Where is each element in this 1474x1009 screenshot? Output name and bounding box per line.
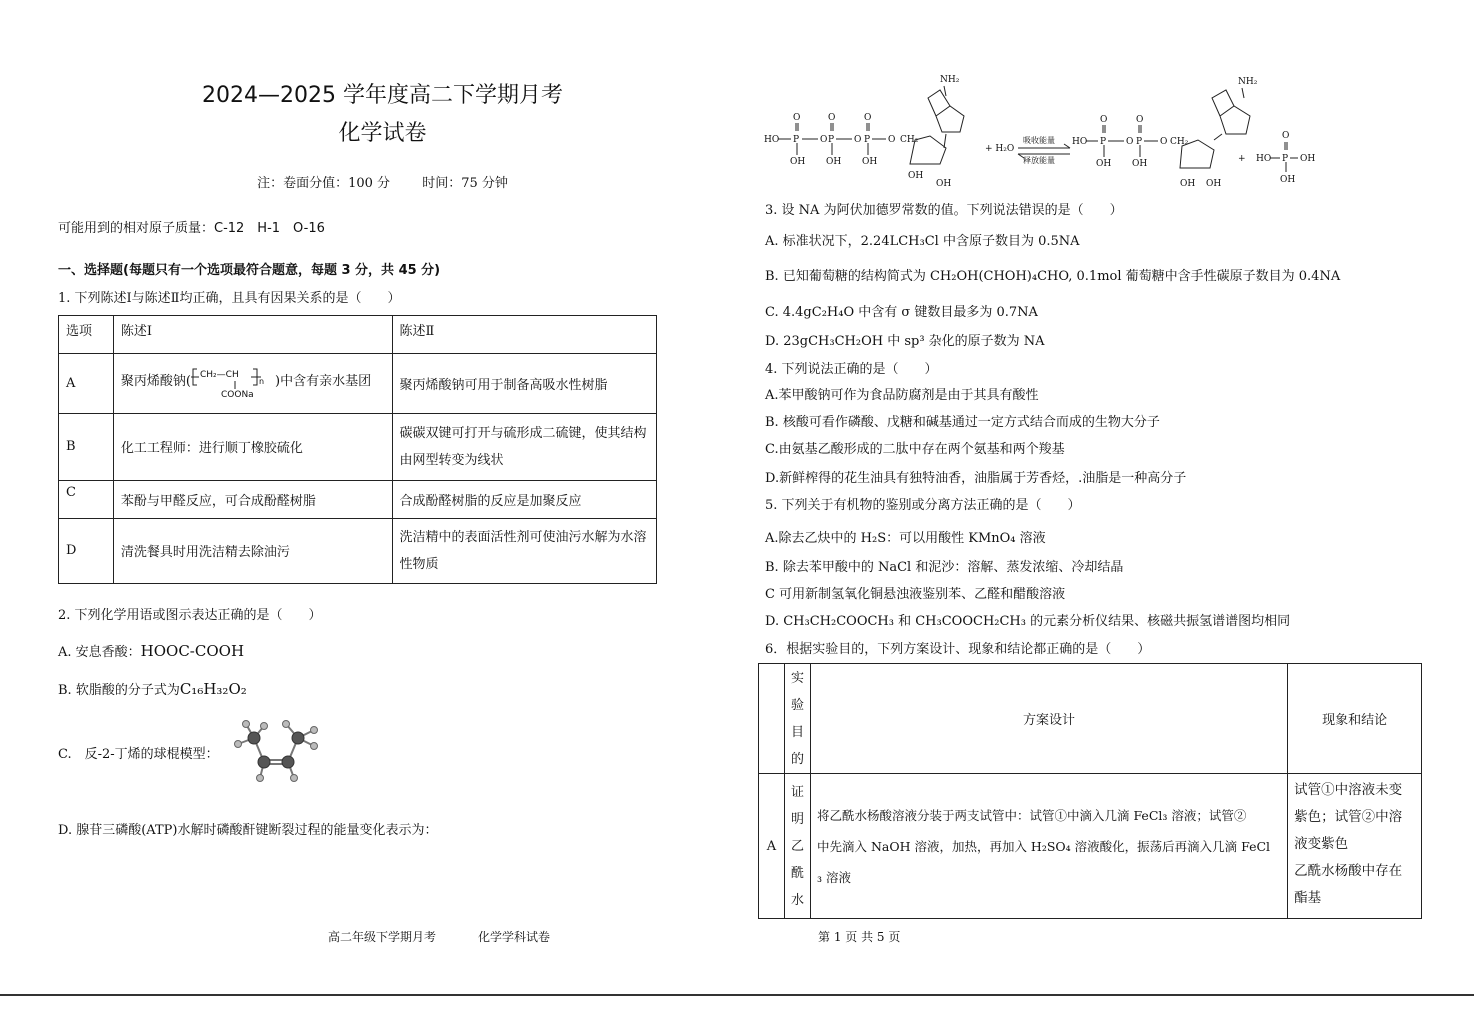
q5-option-d: D. CH₃CH₂COOCH₃ 和 CH₃COOCH₂CH₃ 的元素分析仪结果、核磁共振氢谱谱图均相同 — [765, 614, 1291, 629]
header-design: 方案设计 — [810, 664, 1287, 774]
svg-text:O: O — [1160, 137, 1168, 147]
svg-text:+ H₂O: + H₂O — [985, 144, 1015, 154]
svg-text:OH: OH — [1300, 154, 1316, 164]
svg-text:CH₂: CH₂ — [900, 135, 919, 145]
bottom-divider — [0, 994, 1474, 996]
svg-text:+: + — [1238, 154, 1246, 164]
svg-text:P: P — [1100, 137, 1107, 147]
header-purpose: 实 验 目 的 — [784, 664, 810, 774]
q6-table — [758, 663, 1422, 919]
q2-option-a: A. 安息香酸：HOOC-COOH — [58, 642, 245, 660]
svg-text:P: P — [828, 135, 835, 145]
svg-text:O: O — [828, 113, 836, 123]
option-cell: A — [59, 354, 114, 414]
footer-subject: 化学学科试卷 — [478, 930, 551, 944]
q2-option-b: B. 软脂酸的分子式为C₁₆H₃₂O₂ — [58, 680, 247, 698]
svg-text:OH: OH — [826, 157, 842, 167]
q2-stem: 2. 下列化学用语或图示表达正确的是（ ） — [58, 608, 322, 623]
q4-option-a: A.苯甲酸钠可作为食品防腐剂是由于其具有酸性 — [765, 388, 1039, 403]
atp-hydrolysis-diagram — [760, 68, 1320, 192]
svg-text:O: O — [1100, 115, 1108, 125]
svg-text:吸收能量: 吸收能量 — [1023, 136, 1055, 145]
polymer-structure: CH₂—CH n COONa — [191, 367, 275, 401]
svg-text:OH: OH — [1280, 175, 1296, 185]
svg-text:HO: HO — [764, 135, 780, 145]
q3-option-d: D. 23gCH₃CH₂OH 中 sp³ 杂化的原子数为 NA — [765, 334, 1045, 349]
blank-cell — [759, 664, 785, 774]
note-time: 时间：75 分钟 — [422, 176, 508, 191]
table-row — [59, 518, 657, 583]
q2-option-c: C. 反-2-丁烯的球棍模型： — [58, 747, 219, 762]
svg-text:O: O — [1136, 115, 1144, 125]
q4-stem: 4. 下列说法正确的是（ ） — [765, 362, 938, 377]
footer-grade: 高二年级下学期月考 — [328, 930, 437, 944]
q1-stem: 1. 下列陈述Ⅰ与陈述Ⅱ均正确，且具有因果关系的是（ ） — [58, 291, 401, 306]
q4-option-c: C.由氨基乙酸形成的二肽中存在两个氨基和两个羧基 — [765, 442, 1065, 457]
exam-note — [0, 172, 765, 191]
svg-text:NH₂: NH₂ — [940, 75, 960, 85]
svg-text:O: O — [888, 135, 896, 145]
svg-text:释放能量: 释放能量 — [1023, 156, 1055, 165]
table-row — [59, 480, 657, 518]
svg-text:O: O — [1126, 137, 1134, 147]
q4-option-b: B. 核酸可看作磷酸、戊糖和碱基通过一定方式结合而成的生物大分子 — [765, 415, 1160, 430]
option-cell: B — [59, 414, 114, 480]
exam-subject: 化学试卷 — [338, 121, 427, 146]
table-row — [759, 664, 1422, 774]
exam-title: 2024—2025 学年度高二下学期月考 — [202, 83, 563, 108]
option-cell: C — [59, 480, 114, 518]
statement1-cell: 苯酚与甲醛反应，可合成酚醛树脂 — [113, 480, 392, 518]
svg-text:CH₂: CH₂ — [1170, 137, 1189, 147]
svg-text:O: O — [820, 135, 828, 145]
table-row — [59, 414, 657, 480]
svg-text:P: P — [1136, 137, 1143, 147]
q5-stem: 5. 下列关于有机物的鉴别或分离方法正确的是（ ） — [765, 498, 1081, 513]
q4-option-d: D.新鲜榨得的花生油具有独特油香，油脂属于芳香烃，.油脂是一种高分子 — [765, 471, 1187, 486]
section-heading: 一、选择题(每题只有一个选项最符合题意，每题 3 分，共 45 分) — [58, 263, 441, 278]
q3-option-c: C. 4.4gC₂H₄O 中含有 σ 键数目最多为 0.7NA — [765, 305, 1038, 320]
table-row — [59, 316, 657, 354]
svg-text:OH: OH — [1206, 179, 1222, 189]
trans-2-butene-model-icon — [226, 716, 326, 784]
svg-text:O: O — [793, 113, 801, 123]
option-cell: A — [759, 774, 785, 919]
header-result: 现象和结论 — [1288, 664, 1422, 774]
statement2-cell: 聚丙烯酸钠可用于制备高吸水性树脂 — [392, 354, 657, 414]
header-cell: 陈述Ⅱ — [392, 316, 657, 354]
svg-text:P: P — [1282, 154, 1289, 164]
q3-option-b: B. 已知葡萄糖的结构简式为 CH₂OH(CHOH)₄CHO, 0.1mol 葡萄糖中含手性碳原子数目为 0.4NA — [765, 269, 1341, 284]
svg-text:OH: OH — [1096, 159, 1112, 169]
statement1-cell: 清洗餐具时用洗洁精去除油污 — [113, 518, 392, 583]
q5-option-b: B. 除去苯甲酸中的 NaCl 和泥沙：溶解、蒸发浓缩、冷却结晶 — [765, 560, 1124, 575]
svg-text:OH: OH — [790, 157, 806, 167]
note-score: 注：卷面分值：100 分 — [257, 176, 391, 191]
q5-option-c: C 可用新制氢氧化铜悬浊液鉴别苯、乙醛和醋酸溶液 — [765, 587, 1066, 602]
atomic-mass: 可能用到的相对原子质量：C-12 H-1 O-16 — [58, 221, 325, 236]
statement2-cell: 洗洁精中的表面活性剂可使油污水解为水溶性物质 — [392, 518, 657, 583]
svg-text:NH₂: NH₂ — [1238, 77, 1258, 87]
header-cell: 陈述Ⅰ — [113, 316, 392, 354]
svg-text:O: O — [864, 113, 872, 123]
table-row — [759, 774, 1422, 919]
statement1-cell: 聚丙烯酸钠( CH₂—CH n COONa )中含有亲水基团 — [113, 354, 392, 414]
svg-text:P: P — [864, 135, 871, 145]
footer-page-number: 第 1 页 共 5 页 — [818, 930, 901, 944]
q6-stem: 6．根据实验目的，下列方案设计、现象和结论都正确的是（ ） — [765, 642, 1151, 657]
svg-text:OH: OH — [862, 157, 878, 167]
statement2-cell: 碳碳双键可打开与硫形成二硫键，使其结构由网型转变为线状 — [392, 414, 657, 480]
svg-text:HO: HO — [1256, 154, 1272, 164]
header-cell: 选项 — [59, 316, 114, 354]
q1-table — [58, 315, 657, 584]
svg-text:HO: HO — [1072, 137, 1088, 147]
svg-text:OH: OH — [1180, 179, 1196, 189]
statement1-cell: 化工工程师：进行顺丁橡胶硫化 — [113, 414, 392, 480]
q5-option-a: A.除去乙炔中的 H₂S：可以用酸性 KMnO₄ 溶液 — [765, 531, 1046, 546]
svg-text:OH: OH — [1132, 159, 1148, 169]
statement2-cell: 合成酚醛树脂的反应是加聚反应 — [392, 480, 657, 518]
q3-option-a: A. 标准状况下，2.24LCH₃Cl 中含原子数目为 0.5NA — [765, 234, 1080, 249]
svg-text:P: P — [793, 135, 800, 145]
purpose-cell: 证 明 乙 酰 水 — [784, 774, 810, 919]
option-cell: D — [59, 518, 114, 583]
svg-text:OH: OH — [908, 171, 924, 181]
svg-text:OH: OH — [936, 179, 952, 189]
design-cell: 将乙酰水杨酸溶液分装于两支试管中：试管①中滴入几滴 FeCl₃ 溶液；试管② 中先滴入 NaOH 溶液，加热，再加入 H₂SO₄ 溶液酸化，振荡后再滴入几滴 FeCl ₃ 溶液 — [810, 774, 1287, 919]
q3-stem: 3. 设 NA 为阿伏加德罗常数的值。下列说法错误的是（ ） — [765, 203, 1123, 218]
svg-text:O: O — [1282, 131, 1290, 141]
svg-text:O: O — [854, 135, 862, 145]
q2-option-d: D. 腺苷三磷酸(ATP)水解时磷酸酐键断裂过程的能量变化表示为： — [58, 823, 438, 838]
result-cell: 试管①中溶液未变 紫色；试管②中溶 液变紫色 乙酰水杨酸中存在 酯基 — [1288, 774, 1422, 919]
table-row — [59, 354, 657, 414]
